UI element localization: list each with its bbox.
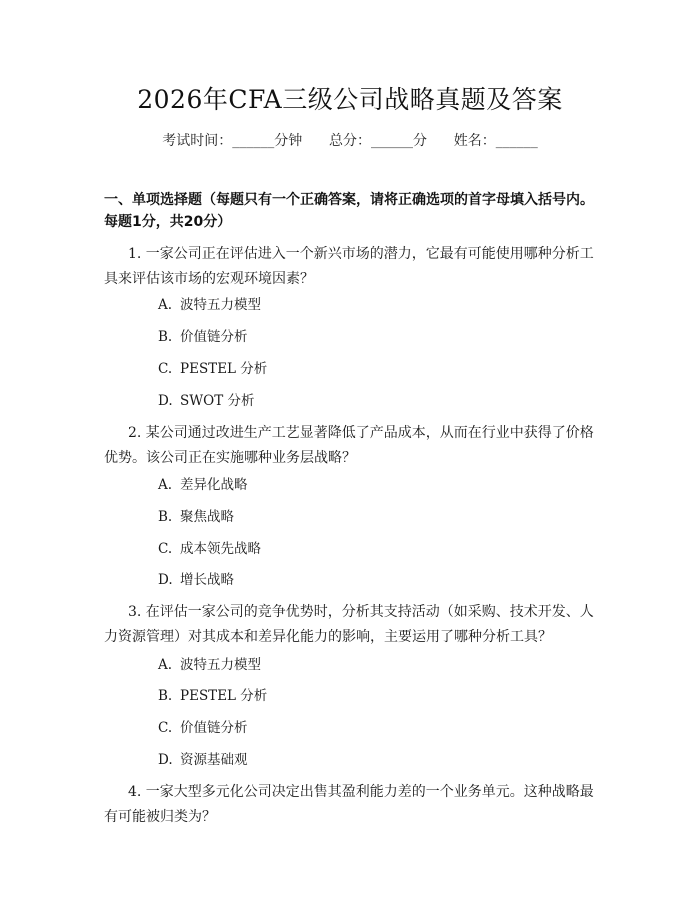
- question-2-option-a: [158, 475, 248, 495]
- option-letter: A.: [158, 657, 173, 673]
- question-1-option-a: [158, 295, 261, 315]
- question-2-option-b: [158, 507, 234, 527]
- option-text: 资源基础观: [180, 752, 248, 768]
- option-text: 价值链分析: [180, 329, 248, 345]
- option-letter: D.: [158, 572, 173, 588]
- option-text: 增长战略: [180, 572, 234, 588]
- option-letter: C.: [158, 720, 173, 736]
- question-3-option-c: [158, 718, 248, 738]
- question-3-text: 3. 在评估一家公司的竞争优势时，分析其支持活动（如采购、技术开发、人力资源管理）对其成本和差异化能力的影响，主要运用了哪种分析工具？: [104, 604, 594, 645]
- question-2-option-d: [158, 570, 234, 590]
- option-letter: C.: [158, 541, 173, 557]
- question-2-option-c: [158, 539, 261, 559]
- page-title: 2026年CFA三级公司战略真题及答案: [137, 85, 563, 114]
- question-1-option-d: [158, 391, 255, 411]
- section-heading: 一、单项选择题（每题只有一个正确答案，请将正确选项的首字母填入括号内。每题1分，共20分）: [104, 192, 594, 230]
- question-3-option-a: [158, 655, 261, 675]
- option-text: 波特五力模型: [180, 657, 261, 673]
- option-text: 波特五力模型: [180, 297, 261, 313]
- question-3-option-d: [158, 750, 248, 770]
- option-letter: B.: [158, 509, 173, 525]
- option-text: PESTEL 分析: [180, 361, 268, 377]
- option-letter: D.: [158, 393, 173, 409]
- option-letter: D.: [158, 752, 173, 768]
- option-text: SWOT 分析: [180, 393, 255, 409]
- question-4-text: 4. 一家大型多元化公司决定出售其盈利能力差的一个业务单元。这种战略最有可能被归类为？: [104, 784, 594, 825]
- option-text: 价值链分析: [180, 720, 248, 736]
- question-3-option-b: [158, 686, 267, 706]
- question-1-option-c: [158, 359, 267, 379]
- option-text: 成本领先战略: [180, 541, 261, 557]
- option-text: 聚焦战略: [180, 509, 234, 525]
- option-text: PESTEL 分析: [180, 688, 268, 704]
- option-letter: A.: [158, 297, 173, 313]
- question-1-text: 1. 一家公司正在评估进入一个新兴市场的潜力，它最有可能使用哪种分析工具来评估该市场的宏观环境因素？: [104, 246, 594, 287]
- question-2: [104, 421, 604, 471]
- question-3: [104, 600, 604, 650]
- question-1: [104, 242, 604, 292]
- question-2-text: 2. 某公司通过改进生产工艺显著降低了产品成本，从而在行业中获得了价格优势。该公司正在实施哪种业务层战略？: [104, 425, 594, 466]
- question-4: [104, 780, 604, 830]
- option-letter: B.: [158, 329, 173, 345]
- question-1-option-b: [158, 327, 248, 347]
- option-letter: C.: [158, 361, 173, 377]
- exam-info-line: 考试时间：______分钟 总分：______分 姓名：______: [162, 133, 538, 149]
- option-letter: A.: [158, 477, 173, 493]
- option-letter: B.: [158, 688, 173, 704]
- option-text: 差异化战略: [180, 477, 248, 493]
